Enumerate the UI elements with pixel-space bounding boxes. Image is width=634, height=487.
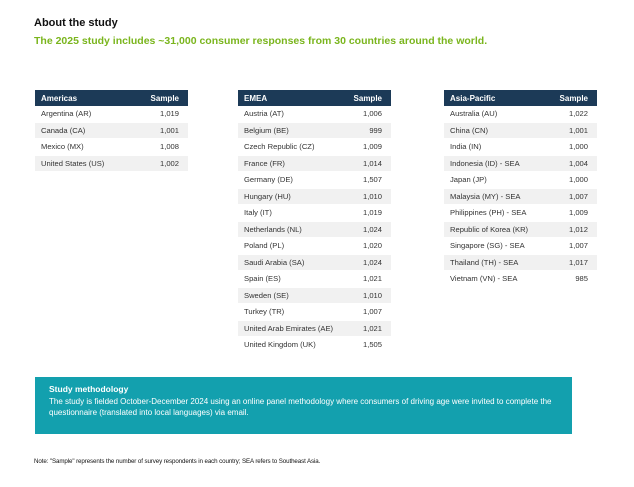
sample-cell: 1,001 xyxy=(547,122,597,139)
country-cell: Austria (AT) xyxy=(238,106,345,122)
sample-cell: 1,001 xyxy=(132,122,188,139)
table-row xyxy=(35,155,188,172)
country-cell: Australia (AU) xyxy=(444,106,547,122)
sample-cell: 1,021 xyxy=(345,320,391,337)
column-header-sample: Sample xyxy=(345,90,391,106)
country-cell: Belgium (BE) xyxy=(238,122,345,139)
country-cell: Hungary (HU) xyxy=(238,188,345,205)
sample-cell: 1,010 xyxy=(345,188,391,205)
sample-cell: 1,000 xyxy=(547,139,597,156)
footnote: Note: "Sample" represents the number of survey respondents in each country; SEA refers to Southeast Asia. xyxy=(34,458,321,465)
table-row xyxy=(444,254,597,271)
country-cell: Japan (JP) xyxy=(444,172,547,189)
table-row xyxy=(444,106,597,122)
sample-cell: 1,505 xyxy=(345,337,391,354)
country-cell: Czech Republic (CZ) xyxy=(238,139,345,156)
table-header-row xyxy=(444,90,597,106)
table-row xyxy=(444,271,597,288)
page-title: About the study xyxy=(34,17,118,29)
country-cell: Turkey (TR) xyxy=(238,304,345,321)
table-row xyxy=(238,122,391,139)
sample-cell: 1,017 xyxy=(547,254,597,271)
sample-cell: 1,008 xyxy=(132,139,188,156)
table-header-row xyxy=(238,90,391,106)
sample-cell: 1,007 xyxy=(547,188,597,205)
sample-cell: 1,021 xyxy=(345,271,391,288)
country-cell: United Arab Emirates (AE) xyxy=(238,320,345,337)
sample-cell: 1,002 xyxy=(132,155,188,172)
table-row xyxy=(238,155,391,172)
sample-cell: 1,000 xyxy=(547,172,597,189)
table-row xyxy=(444,139,597,156)
table-row xyxy=(238,337,391,354)
table-row xyxy=(35,106,188,122)
table-row xyxy=(35,139,188,156)
table-row xyxy=(238,106,391,122)
column-header-region: Americas xyxy=(35,90,132,106)
table-row xyxy=(238,139,391,156)
country-cell: Canada (CA) xyxy=(35,122,132,139)
table-row xyxy=(238,287,391,304)
country-cell: Mexico (MX) xyxy=(35,139,132,156)
table-row xyxy=(444,205,597,222)
methodology-box xyxy=(35,377,572,434)
table-row xyxy=(444,188,597,205)
sample-cell: 1,019 xyxy=(345,205,391,222)
country-cell: United States (US) xyxy=(35,155,132,172)
table-americas xyxy=(35,90,188,172)
sample-cell: 1,004 xyxy=(547,155,597,172)
table-row xyxy=(238,188,391,205)
country-cell: India (IN) xyxy=(444,139,547,156)
country-cell: China (CN) xyxy=(444,122,547,139)
sample-cell: 1,007 xyxy=(345,304,391,321)
sample-cell: 1,024 xyxy=(345,254,391,271)
table-row xyxy=(238,205,391,222)
table-row xyxy=(238,320,391,337)
table-row xyxy=(238,254,391,271)
sample-cell: 1,020 xyxy=(345,238,391,255)
country-cell: Poland (PL) xyxy=(238,238,345,255)
table-emea xyxy=(238,90,391,354)
column-header-sample: Sample xyxy=(132,90,188,106)
country-cell: Germany (DE) xyxy=(238,172,345,189)
country-cell: France (FR) xyxy=(238,155,345,172)
table-row xyxy=(238,172,391,189)
country-cell: Indonesia (ID) - SEA xyxy=(444,155,547,172)
table-row xyxy=(238,304,391,321)
sample-cell: 1,019 xyxy=(132,106,188,122)
column-header-sample: Sample xyxy=(547,90,597,106)
table-row xyxy=(35,122,188,139)
sample-cell: 1,009 xyxy=(547,205,597,222)
sample-cell: 1,010 xyxy=(345,287,391,304)
country-cell: Sweden (SE) xyxy=(238,287,345,304)
country-cell: United Kingdom (UK) xyxy=(238,337,345,354)
table-row xyxy=(238,271,391,288)
sample-cell: 1,012 xyxy=(547,221,597,238)
table-row xyxy=(444,172,597,189)
country-cell: Malaysia (MY) - SEA xyxy=(444,188,547,205)
table-row xyxy=(238,238,391,255)
table-header-row xyxy=(35,90,188,106)
methodology-text: The study is fielded October-December 2024 using an online panel methodology where consumers of driving age were invited to complete the questionnaire (translated into local languages) via email. xyxy=(49,397,552,417)
sample-cell: 1,507 xyxy=(345,172,391,189)
table-asia-pacific xyxy=(444,90,597,288)
sample-cell: 1,006 xyxy=(345,106,391,122)
table-row xyxy=(444,221,597,238)
country-cell: Philippines (PH) - SEA xyxy=(444,205,547,222)
country-cell: Netherlands (NL) xyxy=(238,221,345,238)
table-row xyxy=(444,238,597,255)
country-cell: Vietnam (VN) - SEA xyxy=(444,271,547,288)
sample-cell: 1,022 xyxy=(547,106,597,122)
sample-cell: 1,014 xyxy=(345,155,391,172)
country-cell: Saudi Arabia (SA) xyxy=(238,254,345,271)
table-row xyxy=(444,155,597,172)
table-row xyxy=(238,221,391,238)
sample-cell: 1,007 xyxy=(547,238,597,255)
sample-cell: 1,024 xyxy=(345,221,391,238)
page-subtitle: The 2025 study includes ~31,000 consumer responses from 30 countries around the world. xyxy=(34,35,488,47)
sample-cell: 985 xyxy=(547,271,597,288)
country-cell: Republic of Korea (KR) xyxy=(444,221,547,238)
column-header-region: Asia-Pacific xyxy=(444,90,547,106)
sample-cell: 999 xyxy=(345,122,391,139)
table-row xyxy=(444,122,597,139)
country-cell: Argentina (AR) xyxy=(35,106,132,122)
country-cell: Thailand (TH) - SEA xyxy=(444,254,547,271)
country-cell: Spain (ES) xyxy=(238,271,345,288)
sample-cell: 1,009 xyxy=(345,139,391,156)
column-header-region: EMEA xyxy=(238,90,345,106)
methodology-title: Study methodology xyxy=(49,384,129,394)
country-cell: Italy (IT) xyxy=(238,205,345,222)
country-cell: Singapore (SG) - SEA xyxy=(444,238,547,255)
